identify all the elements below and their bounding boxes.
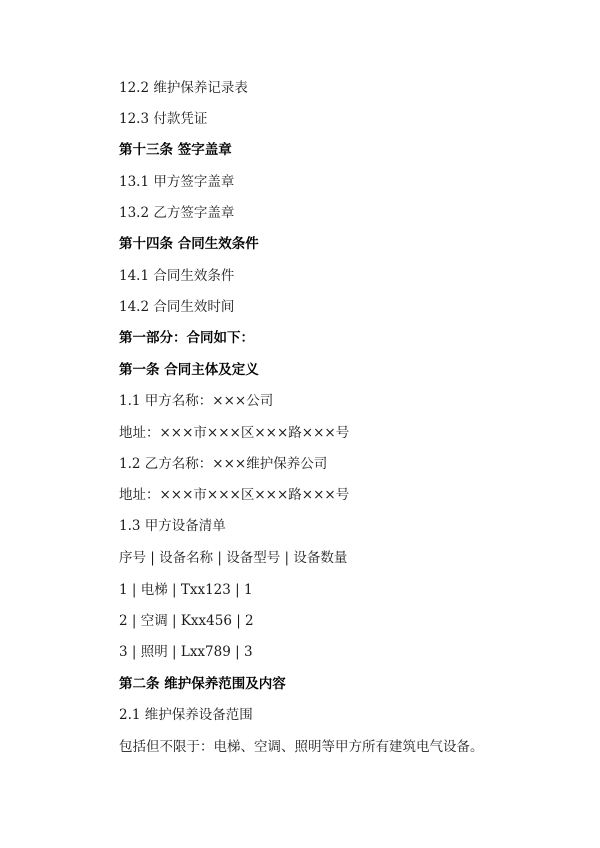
text-line-scope-description: 包括但不限于：电梯、空调、照明等甲方所有建筑电气设备。: [119, 739, 484, 755]
equipment-table-row: 2 | 空调 | Kxx456 | 2: [119, 613, 254, 629]
equipment-table-row: 1 | 电梯 | Txx123 | 1: [119, 582, 253, 598]
text-line-1-3: 1.3 甲方设备清单: [119, 518, 226, 534]
text-line-12-2: 12.2 维护保养记录表: [119, 80, 248, 96]
text-line-13-1: 13.1 甲方签字盖章: [119, 174, 235, 190]
text-line-1-1: 1.1 甲方名称：×××公司: [119, 393, 274, 409]
text-line-13-2: 13.2 乙方签字盖章: [119, 205, 235, 221]
text-line-2-1: 2.1 维护保养设备范围: [119, 707, 253, 723]
text-line-party-b-address: 地址：×××市×××区×××路×××号: [119, 487, 350, 503]
heading-article-1: 第一条 合同主体及定义: [119, 362, 259, 378]
equipment-table-row: 3 | 照明 | Lxx789 | 3: [119, 644, 253, 660]
text-line-party-a-address: 地址：×××市×××区×××路×××号: [119, 425, 350, 441]
heading-article-2: 第二条 维护保养范围及内容: [119, 676, 286, 692]
heading-part-one: 第一部分：合同如下：: [119, 330, 254, 346]
text-line-1-2: 1.2 乙方名称：×××维护保养公司: [119, 456, 328, 472]
heading-article-13: 第十三条 签字盖章: [119, 142, 232, 158]
text-line-14-2: 14.2 合同生效时间: [119, 299, 235, 315]
text-line-14-1: 14.1 合同生效条件: [119, 268, 235, 284]
heading-article-14: 第十四条 合同生效条件: [119, 236, 259, 252]
equipment-table-header: 序号 | 设备名称 | 设备型号 | 设备数量: [119, 550, 348, 566]
text-line-12-3: 12.3 付款凭证: [119, 111, 208, 127]
